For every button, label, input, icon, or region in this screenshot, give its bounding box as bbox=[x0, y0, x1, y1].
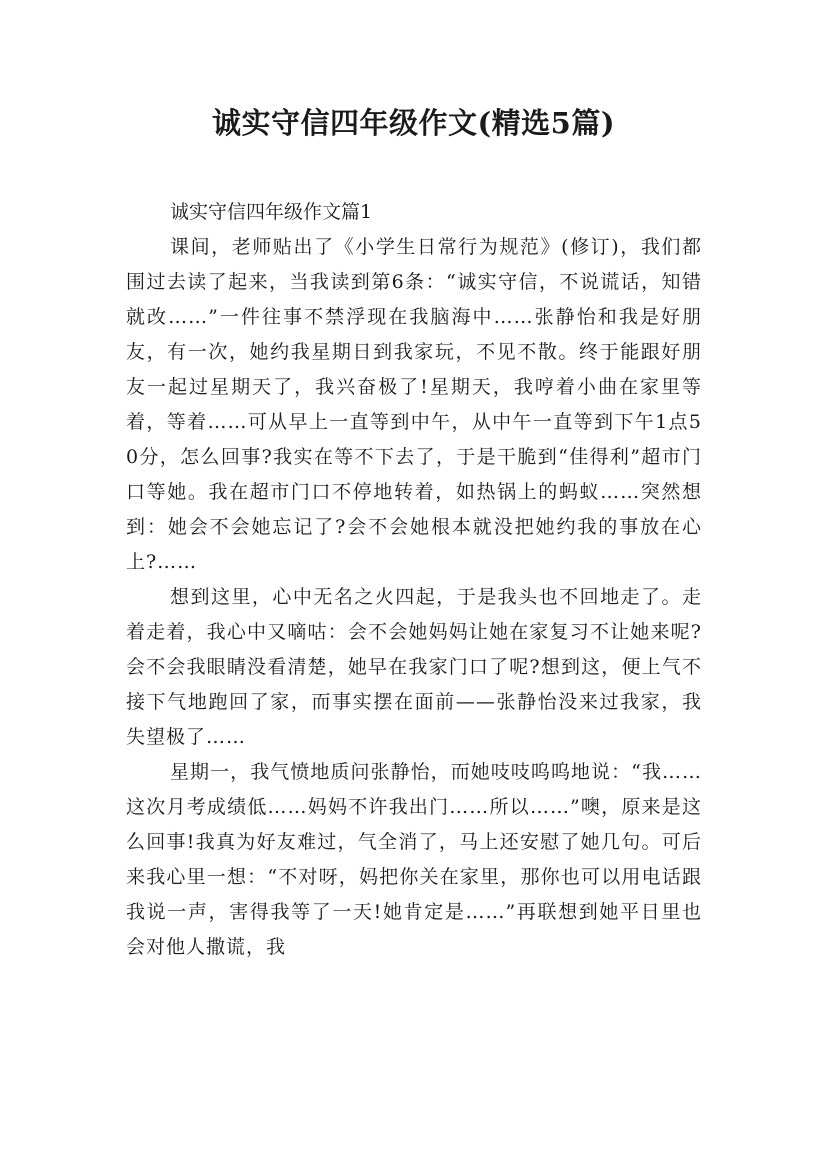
paragraph-3: 星期一，我气愤地质问张静怡，而她吱吱呜呜地说：“我……这次月考成绩低……妈妈不许我出门……所以……”噢，原来是这么回事!我真为好友难过，气全消了，马上还安慰了她几句。可后来我心里一想：“不对呀，妈把你关在家里，那你也可以用电话跟我说一声，害得我等了一天!她肯定是……”再联想到她平日里也会对他人撒谎，我 bbox=[126, 761, 702, 958]
document-body bbox=[126, 195, 702, 965]
paragraph-2: 想到这里，心中无名之火四起，于是我头也不回地走了。走着走着，我心中又嘀咕：会不会她妈妈让她在家复习不让她来呢?会不会我眼睛没看清楚，她早在我家门口了呢?想到这，便上气不接下气地跑回了家，而事实摆在面前——张静怡没来过我家，我失望极了…… bbox=[126, 586, 702, 748]
document-title: 诚实守信四年级作文(精选5篇) bbox=[211, 106, 616, 140]
paragraph-1: 课间，老师贴出了《小学生日常行为规范》(修订)，我们都围过去读了起来，当我读到第6条：“诚实守信，不说谎话，知错就改……”一件往事不禁浮现在我脑海中……张静怡和我是好朋友，有一次，她约我星期日到我家玩，不见不散。终于能跟好朋友一起过星期天了，我兴奋极了!星期天，我哼着小曲在家里等着，等着……可从早上一直等到中午，从中午一直等到下午1点50分，怎么回事?我实在等不下去了，于是干脆到“佳得利”超市门口等她。我在超市门口不停地转着，如热锅上的蚂蚁……突然想到：她会不会她忘记了?会不会她根本就没把她约我的事放在心上?…… bbox=[126, 236, 702, 573]
section-heading: 诚实守信四年级作文篇1 bbox=[170, 201, 373, 223]
